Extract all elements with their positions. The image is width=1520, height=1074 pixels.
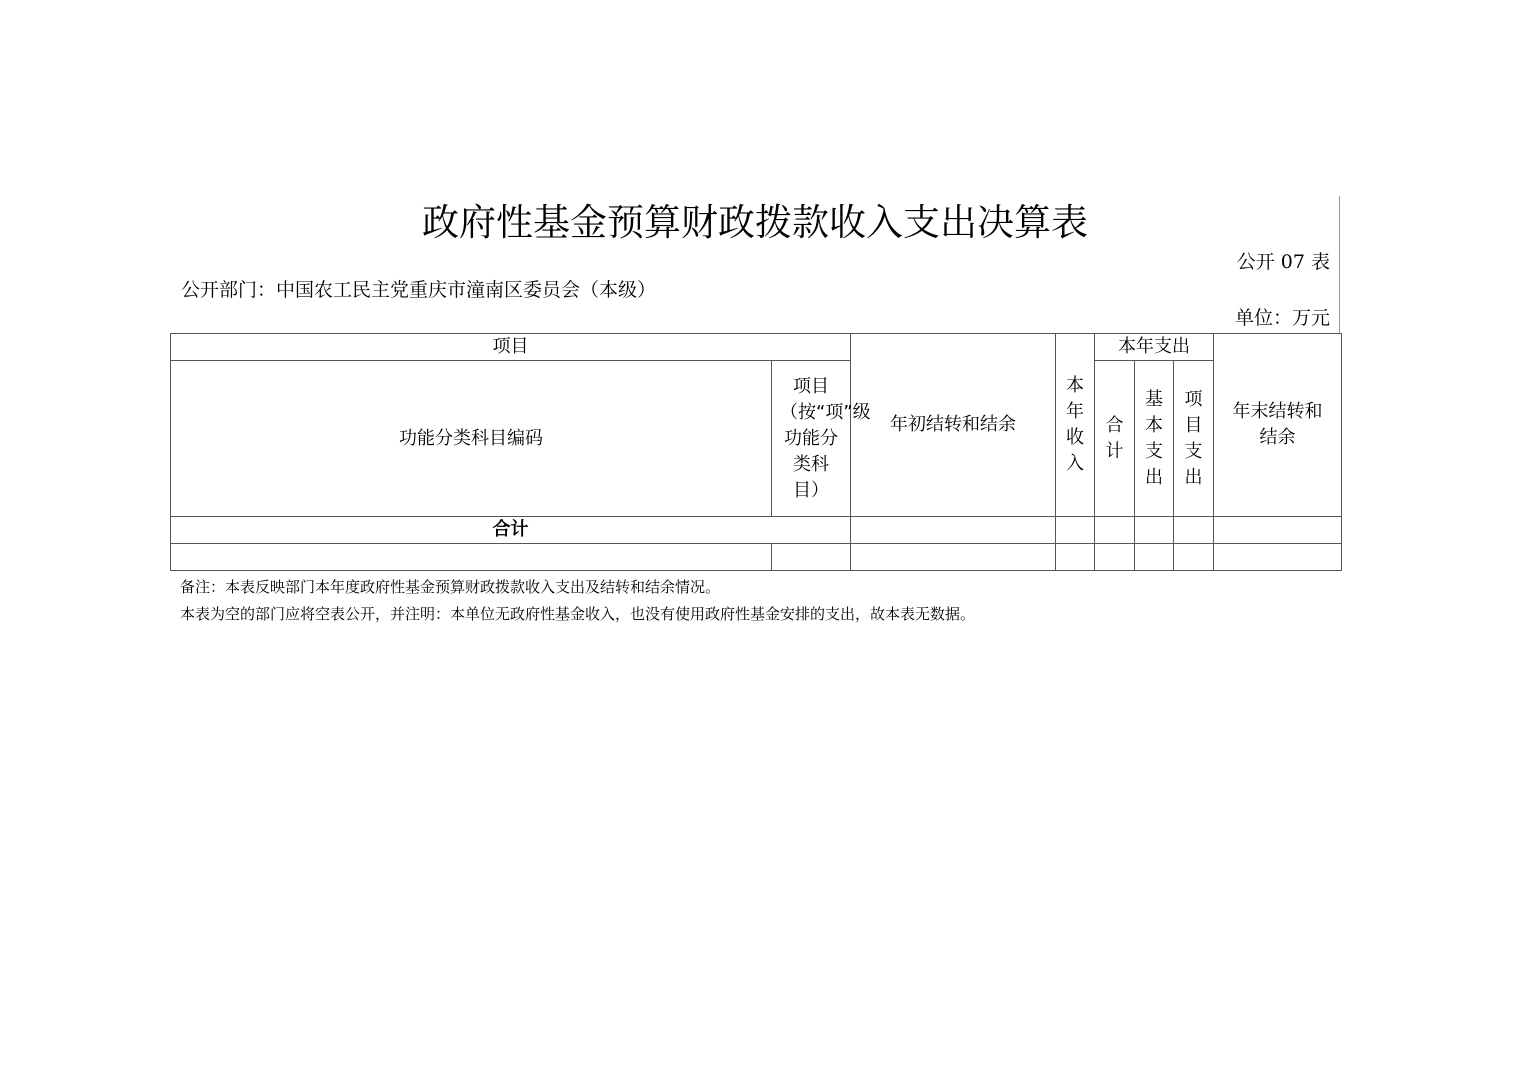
unit-label: 单位：万元 — [1234, 307, 1330, 329]
document-title: 政府性基金预算财政拨款收入支出决算表 — [422, 201, 1088, 244]
total-expense-total — [1095, 517, 1135, 544]
header-expense-basic: 基本支出 — [1135, 361, 1174, 517]
header-item: 项目 — [171, 334, 851, 361]
total-begin-balance — [851, 517, 1056, 544]
total-expense-basic — [1135, 517, 1174, 544]
header-func-code: 功能分类科目编码 — [171, 361, 772, 517]
header-income: 本年收入 — [1056, 334, 1095, 517]
table-row — [171, 544, 1342, 571]
header-row-1 — [171, 334, 1342, 361]
row-income — [1056, 544, 1095, 571]
row-begin-balance — [851, 544, 1056, 571]
budget-table — [170, 333, 1342, 571]
header-expense-project: 项目支出 — [1174, 361, 1214, 517]
header-item-name: 项目（按“项”级功能分类科目） — [772, 361, 851, 517]
row-expense-project — [1174, 544, 1214, 571]
header-expense-group: 本年支出 — [1095, 334, 1214, 361]
row-end-balance — [1214, 544, 1342, 571]
total-label: 合计 — [171, 517, 851, 544]
department-label: 公开部门：中国农工民主党重庆市潼南区委员会（本级） — [181, 279, 657, 301]
header-expense-total: 合计 — [1095, 361, 1135, 517]
total-end-balance — [1214, 517, 1342, 544]
header-row-2 — [171, 361, 1342, 517]
total-expense-project — [1174, 517, 1214, 544]
total-income — [1056, 517, 1095, 544]
form-number: 公开 07 表 — [1236, 251, 1330, 273]
total-row — [171, 517, 1342, 544]
row-item-name — [772, 544, 851, 571]
header-end-balance: 年末结转和结余 — [1214, 334, 1342, 517]
note-2: 本表为空的部门应将空表公开，并注明：本单位无政府性基金收入，也没有使用政府性基金安排的支出，故本表无数据。 — [180, 605, 976, 623]
note-1: 备注：本表反映部门本年度政府性基金预算财政拨款收入支出及结转和结余情况。 — [180, 578, 721, 596]
row-expense-basic — [1135, 544, 1174, 571]
row-func-code — [171, 544, 772, 571]
header-begin-balance: 年初结转和结余 — [851, 334, 1056, 517]
row-expense-total — [1095, 544, 1135, 571]
